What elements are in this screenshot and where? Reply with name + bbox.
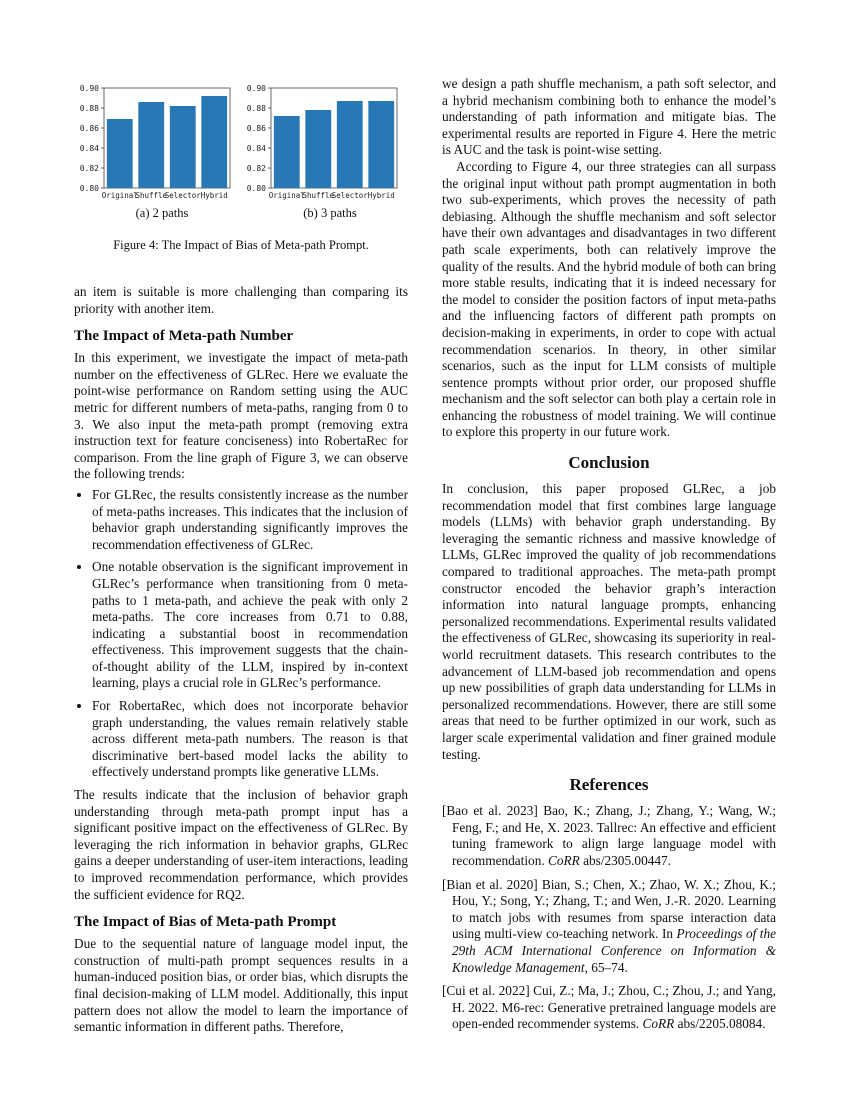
list-item: • One notable observation is the significant improvement in GLRec’s performance when transitioning from 0 meta-paths to 1 meta-path, and achieve the peak with only 2 meta-paths. The core increases from 0.71 to 0.88, indicating a substantial boost in recommendation effectiveness. This improvement suggests that the chain-of-thought ability of the LLM, inspired by in-context learning, plays a crucial role in GLRec’s performance. — [92, 559, 408, 692]
paragraph-design: we design a path shuffle mechanism, a path soft selector, and a hybrid mechanism combining both to enhance the model’s understanding of path information and mitigate bias. The experimental results are reported in Figure 4. Here the metric is AUC and the task is point-wise setting. — [442, 76, 776, 158]
paragraph-intro: an item is suitable is more challenging than comparing its priority with another item. — [74, 284, 408, 316]
y-tick-label: 0.88 — [246, 104, 266, 113]
y-tick-label: 0.80 — [246, 184, 266, 193]
y-tick-label: 0.84 — [246, 144, 266, 153]
paragraph-results: The results indicate that the inclusion of behavior graph understanding through meta-path prompt input has a significant positive impact on the effectiveness of GLRec. By leveraging the rich information in behavior graphs, GLRec gains a deeper understanding of user-item interactions, leading to improved recommendation performance, which provides the sufficient evidence for RQ2. — [74, 787, 408, 902]
list-item: • For RobertaRec, which does not incorporate behavior graph understanding, the values remain relatively stable across different meta-path numbers. The reason is that discriminative bert-based model lacks the ability to effectively understand prompts like generative LLMs. — [92, 698, 408, 781]
paragraph-according: According to Figure 4, our three strategies can all surpass the original input without path prompt augmentation in both two sub-experiments, which proves the necessity of path debiasing. Although the shuffle mechanism and soft selector have their own advantages and disadvantages in two different path scale experiments, both can relatively improve the quality of the results. And the hybrid module of both can bring more stable results, indicating that it is indeed necessary for the model to consider the position factors of input meta-paths and the influencing factors of different path prompts on decision-making in experiments, in order to cope with actual recommendation scenarios. In theory, in other similar scenarios, such as the input for LLM consists of multiple sentence prompts without prior order, our proposed shuffle mechanism and the soft selector can both play a certain role in enhancing the robustness of model training. We will continue to explore this property in our future work. — [442, 158, 776, 440]
x-tick-label: Hybrid — [200, 191, 228, 200]
bar — [274, 116, 300, 188]
y-tick-label: 0.82 — [79, 164, 99, 173]
paragraph-meta-path-number: In this experiment, we investigate the impact of meta-path number on the effectiveness of GLRec. Here we evaluate the point-wise performance on Random setting using the AUC metric for different numbers of meta-paths, ranging from 0 to 3. We also input the meta-path prompt (removing extra instruction text for feature conciseness) into RobertaRec for comparison. From the line graph of Figure 3, we can observe the following trends: — [74, 350, 408, 482]
subcaption-b: (b) 3 paths — [303, 206, 357, 220]
paragraph-bias: Due to the sequential nature of language model input, the construction of multi-path prompt sequences results in a human-induced position bias, or order bias, which disrupts the final decision-making of LLM model. Additionally, this input pattern does not allow the model to learn the importance of semantic information in different paths. Therefore, — [74, 936, 408, 1035]
y-tick-label: 0.90 — [246, 84, 266, 93]
y-tick-label: 0.86 — [79, 124, 99, 133]
x-tick-label: Hybrid — [367, 191, 395, 200]
y-tick-label: 0.82 — [246, 164, 266, 173]
reference-item: [Cui et al. 2022] Cui, Z.; Ma, J.; Zhou, C.; Zhou, J.; and Yang, H. 2022. M6-rec: Generative pretrained language models are open-ended recommender systems. CoRR abs/2205.08084. — [442, 983, 776, 1032]
paragraph-conclusion: In conclusion, this paper proposed GLRec, a job recommendation model that first combines large language models (LLMs) with behavior graph understanding. By leveraging the semantic richness and massive knowledge of LLMs, GLRec improved the quality of job recommendations compared to traditional approaches. The meta-path prompt constructor encoded the behavior graph’s interaction information into natural language prompts, enhancing personalized recommendations. Experimental results validated the effectiveness of GLRec, showcasing its superiority in real-world recruitment datasets. This research contributes to the advancement of LLM-based job recommendation and opens up new possibilities of graph data understanding for LLMs in personalized recommendations. However, there are still some areas that need to be further optimized in our work, such as larger scale experimental validation and finer grained module testing. — [442, 481, 776, 762]
bar-chart-2-paths — [74, 74, 234, 204]
y-tick-label: 0.90 — [79, 84, 99, 93]
bar — [201, 96, 227, 188]
bar — [368, 101, 394, 188]
bar — [337, 101, 363, 188]
heading-meta-path-number: The Impact of Meta-path Number — [74, 328, 294, 345]
bar — [170, 106, 196, 188]
x-tick-label: Original — [101, 191, 138, 200]
bar — [305, 110, 331, 188]
list-item: • For GLRec, the results consistently increase as the number of meta-paths increases. This indicates that the inclusion of behavior graph understanding significantly improves the recommendation effectiveness of GLRec. — [92, 487, 408, 553]
reference-item: [Bao et al. 2023] Bao, K.; Zhang, J.; Zhang, Y.; Wang, W.; Feng, F.; and He, X. 2023. Tallrec: An effective and efficient tuning framework to align large language model with recommendation. CoRR abs/2305.00447. — [442, 803, 776, 868]
figure-4 — [74, 74, 408, 264]
heading-bias: The Impact of Bias of Meta-path Prompt — [74, 914, 337, 931]
heading-conclusion: Conclusion — [568, 453, 650, 473]
chart-2-paths — [74, 74, 234, 214]
left-column — [74, 74, 408, 1036]
x-tick-label: Selector — [164, 191, 201, 200]
subcaption-a: (a) 2 paths — [135, 206, 189, 220]
y-tick-label: 0.88 — [79, 104, 99, 113]
bar — [138, 102, 164, 188]
y-tick-label: 0.80 — [79, 184, 99, 193]
x-tick-label: Shuffle — [302, 191, 335, 200]
y-tick-label: 0.86 — [246, 124, 266, 133]
reference-item: [Bian et al. 2020] Bian, S.; Chen, X.; Zhao, W. X.; Zhou, K.; Hou, Y.; Song, Y.; Zhang, T.; and Wen, J.-R. 2020. Learning to match jobs with resumes from sparse interaction data using multi-view co-teaching network. In Proceedings of the 29th ACM International Conference on Information & Knowledge Management, 65–74. — [442, 876, 776, 975]
heading-references: References — [569, 775, 649, 795]
bar — [107, 119, 133, 188]
chart-3-paths — [241, 74, 401, 214]
x-tick-label: Shuffle — [135, 191, 168, 200]
x-tick-label: Selector — [331, 191, 368, 200]
bar-chart-3-paths — [241, 74, 401, 204]
y-tick-label: 0.84 — [79, 144, 99, 153]
figure-caption: Figure 4: The Impact of Bias of Meta-path Prompt. — [113, 238, 369, 252]
trend-list — [74, 487, 408, 781]
x-tick-label: Original — [268, 191, 305, 200]
right-column — [442, 76, 776, 1040]
